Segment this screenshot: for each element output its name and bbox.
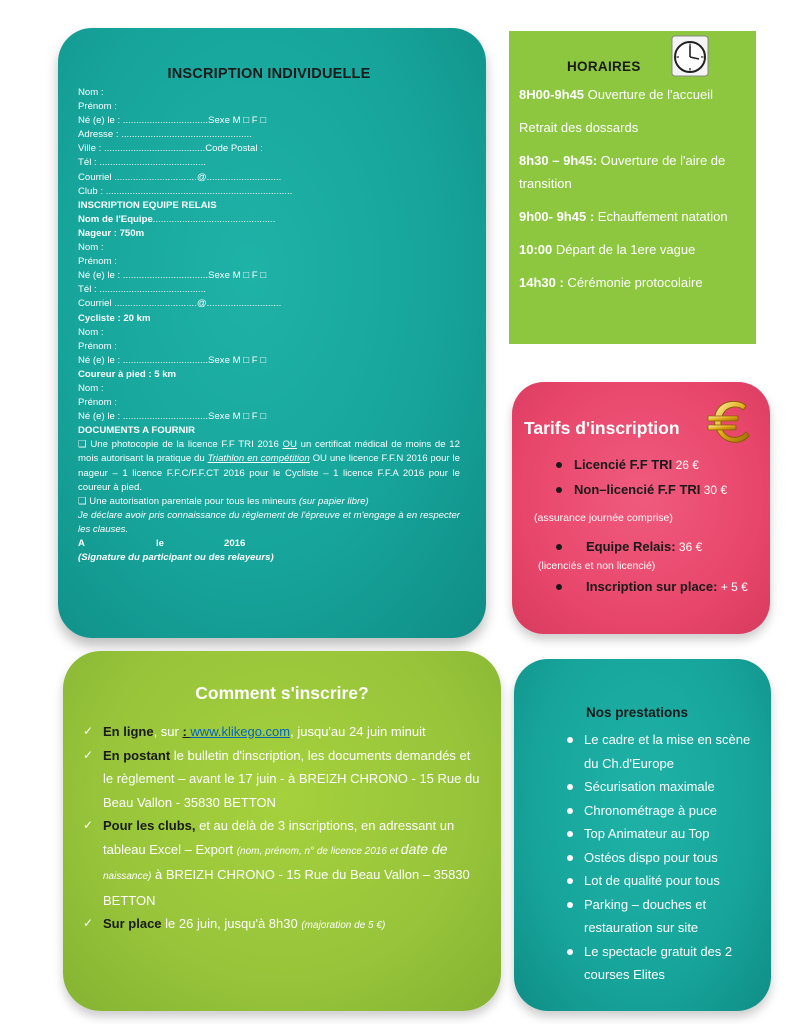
check-icon: ✓ xyxy=(83,916,94,930)
check-icon: ✓ xyxy=(83,724,94,738)
tarif-price: 36 € xyxy=(675,540,703,554)
runner-heading: Coureur à pied : 5 km xyxy=(78,368,177,380)
prestation-item: Top Animateur au Top xyxy=(524,822,761,846)
team-name-line xyxy=(78,213,460,227)
form-line: Ville : ......................................Code Postal : xyxy=(78,143,263,155)
check-icon: ✓ xyxy=(83,818,94,832)
tarif-label: Inscription sur place: xyxy=(586,579,718,594)
klikego-link[interactable]: www.klikego.com xyxy=(190,724,291,739)
form-line: Tél : ........................................ xyxy=(78,157,206,169)
method-label: Pour les clubs, xyxy=(103,818,196,833)
tarif-item xyxy=(524,481,758,499)
form-line: Né (e) le : ................................Sexe M □ F □ xyxy=(78,115,267,127)
form-line: Né (e) le : ................................Sexe M □ F □ xyxy=(78,411,267,423)
horaire-time: 14h30 : xyxy=(519,275,564,290)
signature-place-date xyxy=(78,537,460,551)
method-text: le bulletin d'inscription, les documents demandés et le règlement – avant le 17 juin - à BREIZH CHRONO - 15 Rue du Beau Vallon - 35830 BETTON xyxy=(103,747,480,810)
horaire-item xyxy=(519,238,746,261)
signature-line: (Signature du participant ou des relayeurs) xyxy=(78,552,274,564)
form-line: Tél : ........................................ xyxy=(78,284,206,296)
method-item xyxy=(83,814,481,912)
method-label: Sur place xyxy=(103,916,162,931)
method-text: et au delà de 3 inscriptions, en adressant un tableau Excel – Export xyxy=(103,818,455,857)
method-text: le 26 juin, jusqu'à 8h30 xyxy=(161,916,302,931)
document-licence xyxy=(78,438,460,494)
prestations-title: Nos prestations xyxy=(586,705,689,720)
form-line: Prénom : xyxy=(78,101,117,113)
documents-heading: DOCUMENTS A FOURNIR xyxy=(78,425,196,437)
horaire-text: Départ de la 1ere vague xyxy=(552,242,696,257)
prestation-item: Sécurisation maximale xyxy=(524,775,761,799)
method-item xyxy=(83,744,481,815)
prestation-item: Le cadre et la mise en scène du Ch.d'Europe xyxy=(524,728,761,775)
sig-a: A xyxy=(78,538,85,549)
form-line: Prénom : xyxy=(78,397,117,409)
tarifs-panel xyxy=(512,382,770,634)
tarif-item xyxy=(524,456,758,474)
tarif-note: (assurance journée comprise) xyxy=(534,512,673,524)
horaire-time: 9h00- 9h45 : xyxy=(519,209,595,224)
method-note: date de xyxy=(400,840,448,857)
method-label: En ligne xyxy=(103,724,154,739)
doc-or: OU xyxy=(282,439,297,451)
form-line: Prénom : xyxy=(78,256,117,268)
tarif-label: Non–licencié F.F TRI xyxy=(574,482,701,497)
form-line: Nom : xyxy=(78,242,104,254)
horaire-time: 10:00 xyxy=(519,242,553,257)
form-line: Courriel ...............................@............................ xyxy=(78,171,282,183)
horaire-item xyxy=(519,83,746,106)
individual-fields xyxy=(78,86,460,438)
prestation-item: Ostéos dispo pour tous xyxy=(524,846,761,870)
method-text: , sur xyxy=(153,724,183,739)
horaire-text: Ouverture de l'aire de transition xyxy=(519,153,726,191)
doc-text: ❑ Une autorisation parentale pour tous les mineurs xyxy=(78,495,299,507)
horaire-time: 8H00-9h45 xyxy=(519,87,585,102)
method-item xyxy=(83,720,481,744)
prestations-panel xyxy=(514,659,771,1011)
form-line: Adresse : ................................................. xyxy=(78,129,252,141)
tarif-note: (licenciés et non licencié) xyxy=(538,560,656,572)
clock-icon xyxy=(670,35,710,77)
horaires-title: HORAIRES xyxy=(567,59,641,74)
prestation-item: Parking – douches et restauration sur site xyxy=(524,893,761,940)
horaire-text: Ouverture de l'accueil xyxy=(584,87,713,102)
form-line: Nom : xyxy=(78,382,104,394)
comment-panel xyxy=(63,651,501,1011)
horaire-item xyxy=(519,149,746,195)
method-text: , jusqu'au 24 juin minuit xyxy=(290,724,426,739)
form-line: Né (e) le : ................................Sexe M □ F □ xyxy=(78,354,267,366)
doc-text: ❑ Une photocopie de la licence F.F TRI 2016 xyxy=(78,439,283,451)
horaires-panel xyxy=(509,31,756,344)
form-line: Prénom : xyxy=(78,340,117,352)
inscription-title: INSCRIPTION INDIVIDUELLE xyxy=(167,66,371,82)
swimmer-heading: Nageur : 750m xyxy=(78,227,145,239)
tarif-relay xyxy=(524,538,758,556)
form-line: Club : ...................................................................... xyxy=(78,185,293,197)
horaire-item xyxy=(519,205,746,228)
doc-note: (sur papier libre) xyxy=(298,495,369,507)
tarif-price: + 5 € xyxy=(717,580,748,594)
tarif-price: 30 € xyxy=(700,483,728,497)
method-label: En postant xyxy=(103,747,171,763)
tarif-price: 26 € xyxy=(672,458,699,472)
prestation-item: Lot de qualité pour tous xyxy=(524,869,761,893)
declaration: Je déclare avoir pris connaissance du règlement de l'épreuve et m'engage à en respecter les clauses. xyxy=(78,509,460,535)
form-line: Courriel ...............................@............................ xyxy=(78,298,282,310)
form-line: Nom : xyxy=(78,87,104,98)
method-text: à BREIZH CHRONO - 15 Rue du Beau Vallon – 35830 BETTON xyxy=(103,867,470,908)
horaire-text: Cérémonie protocolaire xyxy=(563,275,703,290)
doc-text: OU une licence F.F.N 2016 pour le nageur – 1 licence F.F.C/F.F.CT 2016 pour le Cycliste – 1 licence F.F.A 2016 pour le coureur à pied. xyxy=(78,453,460,493)
method-item xyxy=(83,912,481,938)
cyclist-heading: Cycliste : 20 km xyxy=(78,312,151,324)
sig-year: 2016 xyxy=(224,538,246,549)
method-note: naissance) xyxy=(103,871,152,882)
horaire-item xyxy=(519,271,746,294)
method-note: (nom, prénom, n° de licence 2016 et xyxy=(236,845,401,857)
doc-text: un certificat médical de moins de 12 mois autorisant la pratique du xyxy=(78,439,460,465)
tarif-label: Equipe Relais: xyxy=(586,539,676,554)
team-label: Nom de l'Equipe xyxy=(78,213,153,225)
sig-le: le xyxy=(156,538,165,549)
tarifs-title: Tarifs d'inscription xyxy=(524,418,680,438)
horaire-item xyxy=(519,116,746,139)
prestation-item: Le spectacle gratuit des 2 courses Elites xyxy=(524,940,761,987)
horaire-time: 8h30 – 9h45: xyxy=(519,153,598,168)
euro-icon xyxy=(702,396,758,448)
tarif-onsite xyxy=(524,578,758,596)
method-colon: : xyxy=(182,724,191,739)
form-line: Né (e) le : ................................Sexe M □ F □ xyxy=(78,270,267,282)
doc-triathlon: Triathlon en compétition xyxy=(207,453,310,465)
check-icon: ✓ xyxy=(83,747,94,762)
horaire-text: Retrait des dossards xyxy=(519,120,639,135)
inscription-panel xyxy=(58,28,486,638)
horaire-text: Echauffement natation xyxy=(594,209,728,224)
comment-title: Comment s'inscrire? xyxy=(195,683,369,703)
method-note: (majoration de 5 €) xyxy=(301,920,386,931)
relay-heading: INSCRIPTION EQUIPE RELAIS xyxy=(78,199,217,211)
form-line: Nom : xyxy=(78,326,104,338)
team-dots: .............................................. xyxy=(152,213,276,225)
document-parental xyxy=(78,495,460,509)
prestation-item: Chronométrage à puce xyxy=(524,799,761,823)
tarif-label: Licencié F.F TRI xyxy=(574,457,673,472)
